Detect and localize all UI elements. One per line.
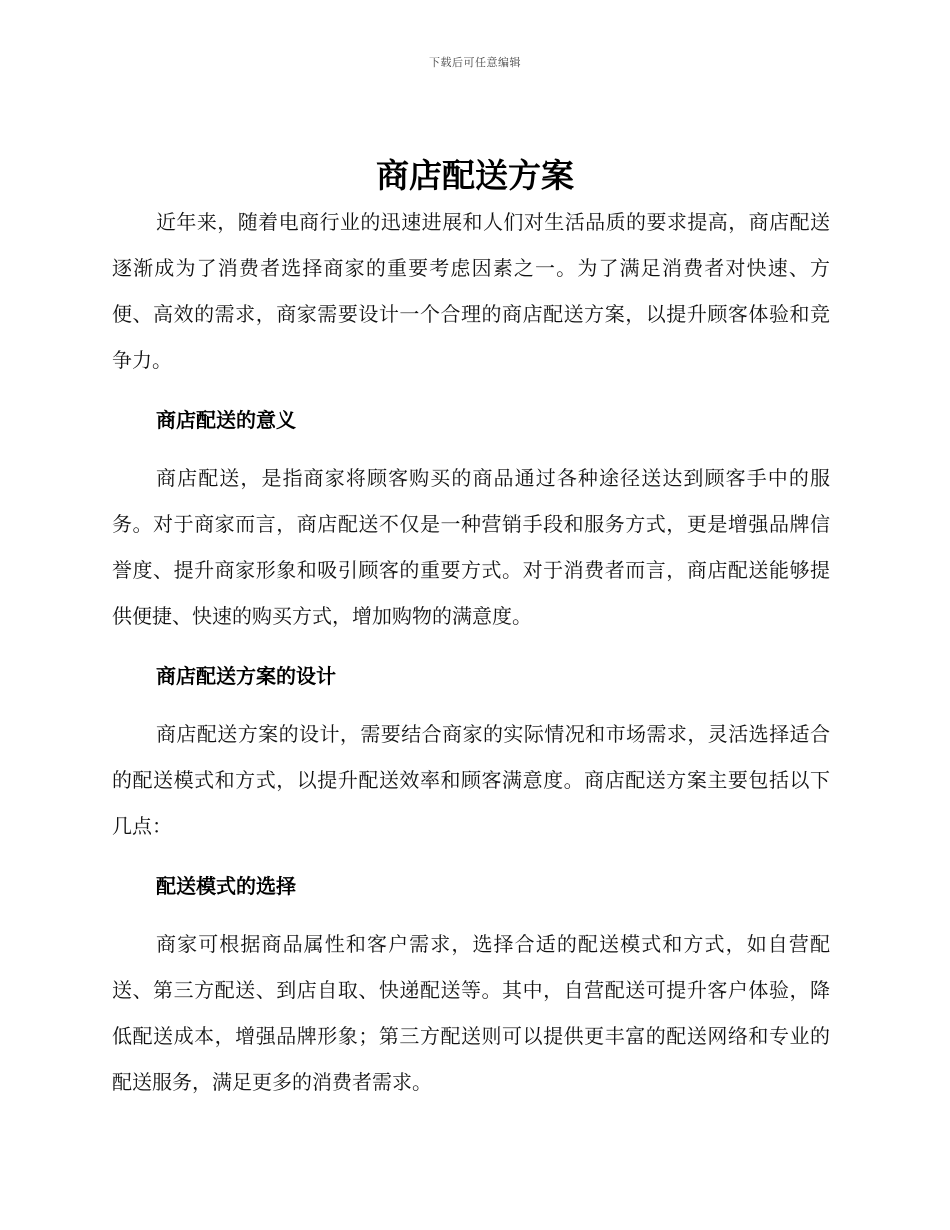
meaning-paragraph: 商店配送，是指商家将顾客购买的商品通过各种途径送达到顾客手中的服务。对于商家而言，商店配送不仅是一种营销手段和服务方式，更是增强品牌信誉度、提升商家形象和吸引顾客的重要方式。对于消费者而言，商店配送能够提供便捷、快速的购买方式，增加购物的满意度。 [112,466,830,628]
document-body [112,199,830,1105]
mode-paragraph: 商家可根据商品属性和客户需求，选择合适的配送模式和方式，如自营配送、第三方配送、到店自取、快递配送等。其中，自营配送可提升客户体验，降低配送成本，增强品牌形象；第三方配送则可以提供更丰富的配送网络和专业的配送服务，满足更多的消费者需求。 [112,932,830,1094]
header-note: 下载后可任意编辑 [429,56,521,69]
document-title: 商店配送方案 [376,156,574,195]
section-heading-mode: 配送模式的选择 [156,874,296,898]
section-heading-design: 商店配送方案的设计 [156,664,336,688]
section-heading-meaning: 商店配送的意义 [156,408,296,432]
intro-paragraph: 近年来，随着电商行业的迅速进展和人们对生活品质的要求提高，商店配送逐渐成为了消费者选择商家的重要考虑因素之一。为了满足消费者对快速、方便、高效的需求，商家需要设计一个合理的商店配送方案，以提升顾客体验和竞争力。 [112,210,830,372]
design-paragraph: 商店配送方案的设计，需要结合商家的实际情况和市场需求，灵活选择适合的配送模式和方式，以提升配送效率和顾客满意度。商店配送方案主要包括以下几点： [112,722,830,838]
